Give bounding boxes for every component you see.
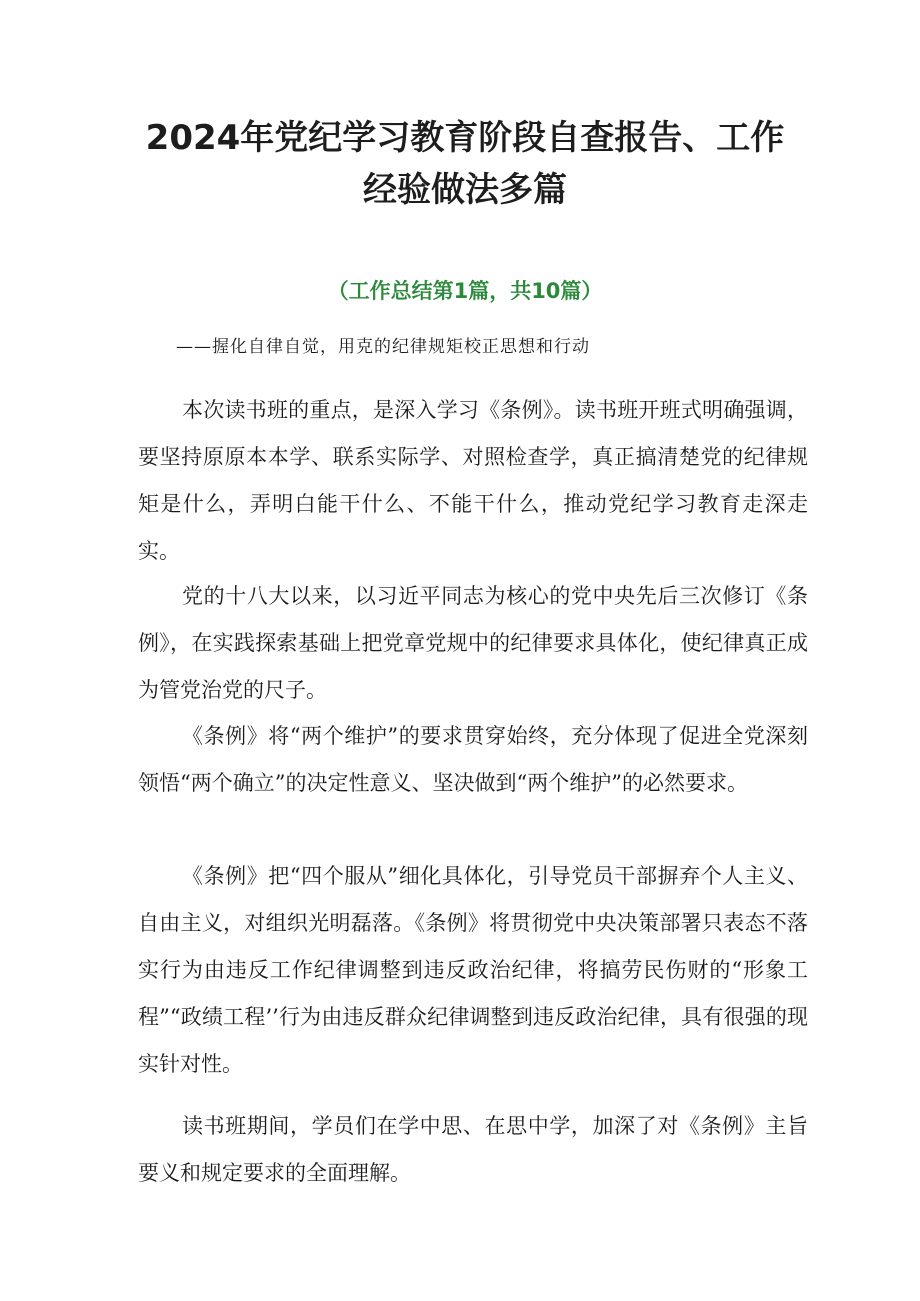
paragraph-3: 《条例》将“两个维护”的要求贯穿始终，充分体现了促进全党深刻领悟“两个确立”的决定性意义、坚决做到“两个维护”的必然要求。: [138, 724, 808, 795]
paragraph-5: 读书班期间，学员们在学中思、在思中学，加深了对《条例》主旨要义和规定要求的全面理解。: [138, 1114, 808, 1185]
paragraph-4: 《条例》把“四个服从”细化具体化，引导党员干部摒弃个人主义、自由主义，对组织光明磊落。《条例》将贯彻党中央决策部署只表态不落实行为由违反工作纪律调整到违反政治纪律，将搞劳民伤财的“形象工程”“政绩工程’’行为由违反群众纪律调整到违反政治纪律，具有很强的现实针对性。: [138, 864, 808, 1076]
section-subtitle: （工作总结第1篇，共10篇）: [327, 279, 603, 303]
paragraph-1: 本次读书班的重点，是深入学习《条例》。读书班开班式明确强调，要坚持原原本本学、联系实际学、对照检查学，真正搞清楚党的纪律规矩是什么，弄明白能干什么、不能干什么，推动党纪学习教育走深走实。: [138, 398, 808, 563]
paragraph-2: 党的十八大以来，以习近平同志为核心的党中央先后三次修订《条例》，在实践探索基础上把党章党规中的纪律要求具体化，使纪律真正成为管党治党的尺子。: [138, 584, 808, 702]
section-tagline: ——握化自律自觉，用克的纪律规矩校正思想和行动: [176, 337, 590, 357]
title-line-2: 经验做法多篇: [363, 170, 567, 210]
document-title: [120, 112, 810, 216]
title-line-1: 2024年党纪学习教育阶段自查报告、工作: [145, 118, 785, 158]
